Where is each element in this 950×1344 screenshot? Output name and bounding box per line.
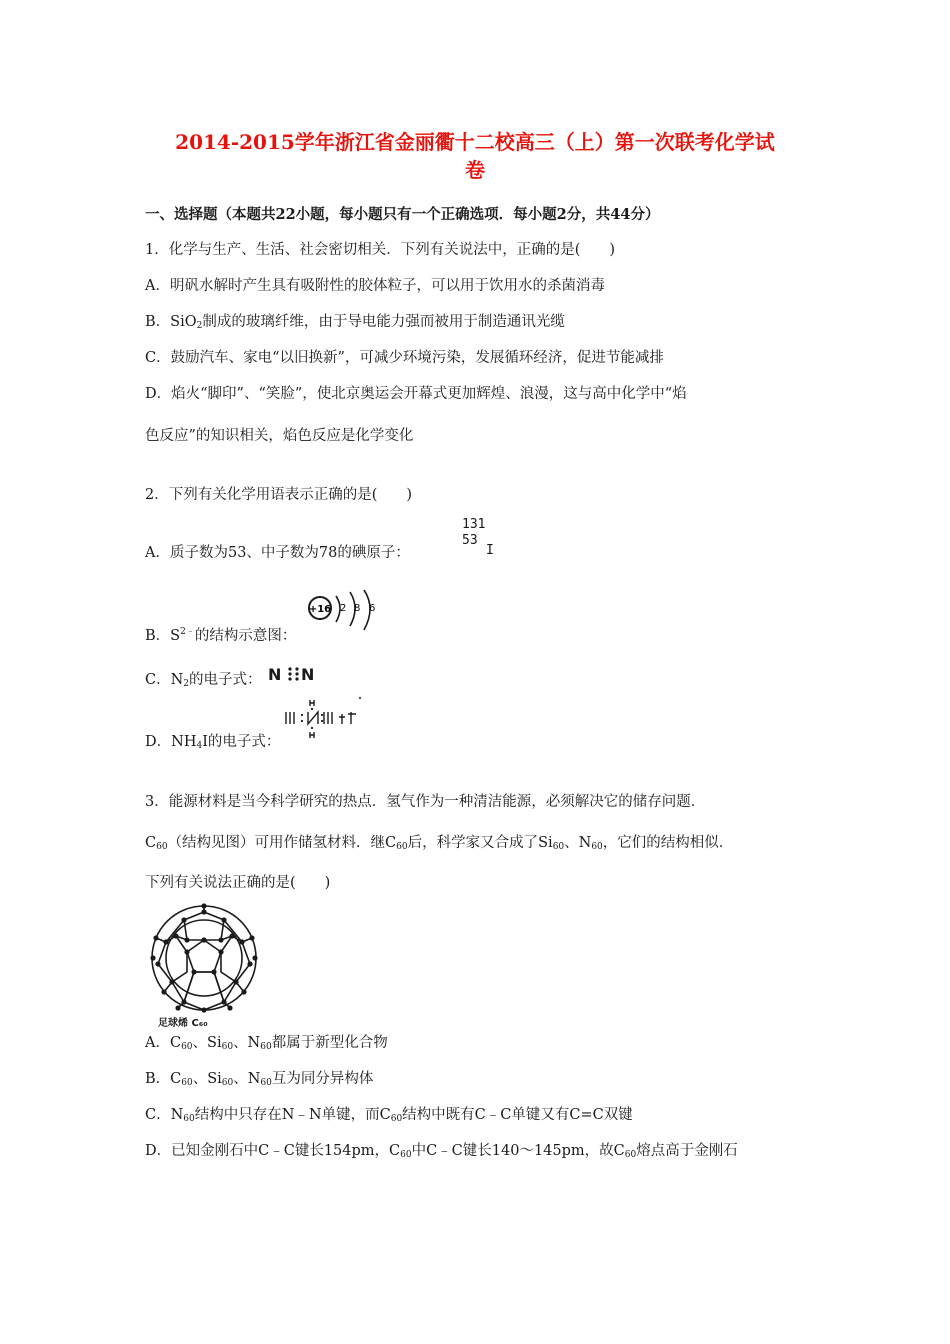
q3-stem-line3: 下列有关说法正确的是( ) bbox=[145, 875, 331, 891]
ammonium-iodide-electron-formula bbox=[284, 696, 364, 742]
q2-option-c: C．$N_2$的电子式： bbox=[145, 672, 262, 689]
iodine-symbol: I bbox=[486, 543, 494, 558]
shell-electrons-1: 2 bbox=[340, 603, 347, 614]
triple-bond-dots bbox=[287, 666, 301, 682]
q3-option-a: A．$C_{60}$、$Si_{60}$、$N_{60}$都属于新型化合物 bbox=[145, 1035, 388, 1052]
q2-stem: 2．下列有关化学用语表示正确的是( ) bbox=[145, 487, 413, 503]
q2-option-b: B．$S^{2﹣}$的结构示意图： bbox=[145, 627, 297, 644]
shell-electrons-2: 8 bbox=[354, 603, 361, 614]
buckminsterfullerene-figure bbox=[144, 902, 264, 1030]
q1-option-b: B．SiO$_2$制成的玻璃纤维，由于导电能力强而被用于制造通讯光缆 bbox=[145, 314, 565, 331]
q3-option-d: D．已知金刚石中C﹣C键长154pm，$C_{60}$中C﹣C键长140～145pm，故$C_{60}$熔点高于金刚石 bbox=[145, 1143, 738, 1160]
document-title-line2: 卷 bbox=[465, 158, 485, 182]
fullerene-cage bbox=[152, 906, 256, 1010]
nitrogen-electron-formula: N N bbox=[268, 665, 315, 684]
q1-option-d-line2: 色反应”的知识相关，焰色反应是化学变化 bbox=[145, 428, 414, 444]
q3-option-c: C．$N_{60}$结构中只存在N﹣N单键，而$C_{60}$结构中既有C﹣C单键又有C=C双键 bbox=[145, 1107, 633, 1124]
q2-option-a: A．质子数为53、中子数为78的碘原子： bbox=[145, 545, 410, 561]
q1-option-c: C．鼓励汽车、家电“以旧换新”，可减少环境污染，发展循环经济，促进节能减排 bbox=[145, 350, 664, 366]
q1-stem: 1．化学与生产、生活、社会密切相关．下列有关说法中，正确的是( ) bbox=[145, 242, 616, 258]
nucleus-charge: +16 bbox=[308, 604, 332, 615]
q1-option-a: A．明矾水解时产生具有吸附性的胶体粒子，可以用于饮用水的杀菌消毒 bbox=[145, 278, 605, 294]
q2-option-d: D．$NH_4I$的电子式： bbox=[145, 734, 281, 751]
shell-electrons-3: 6 bbox=[369, 603, 376, 614]
document-title-line1: 2014-2015学年浙江省金丽衢十二校高三（上）第一次联考化学试 bbox=[175, 130, 775, 154]
q1-option-d-line1: D．焰火“脚印”、“笑脸”，使北京奥运会开幕式更加辉煌、浪漫，这与高中化学中“焰 bbox=[145, 386, 687, 402]
section-heading: 一、选择题（本题共22小题，每小题只有一个正确选项．每小题2分，共44分） bbox=[145, 206, 660, 223]
figure-caption: 足球烯 C₆₀ bbox=[158, 1018, 208, 1029]
q3-stem-line2: $C_{60}$（结构见图）可用作储氢材料．继$C_{60}$后，科学家又合成了$Si_{60}$、$N_{60}$，它们的结构相似． bbox=[145, 835, 734, 852]
q3-stem-line1: 3．能源材料是当今科学研究的热点．氢气作为一种清洁能源，必须解决它的储存问题． bbox=[145, 794, 706, 810]
iodine-mass-number: 131 bbox=[462, 517, 486, 532]
sulfide-ion-structure-diagram bbox=[306, 588, 382, 636]
q3-option-b: B．$C_{60}$、$Si_{60}$、$N_{60}$互为同分异构体 bbox=[145, 1071, 374, 1088]
iodine-atomic-number: 53 bbox=[462, 533, 478, 548]
